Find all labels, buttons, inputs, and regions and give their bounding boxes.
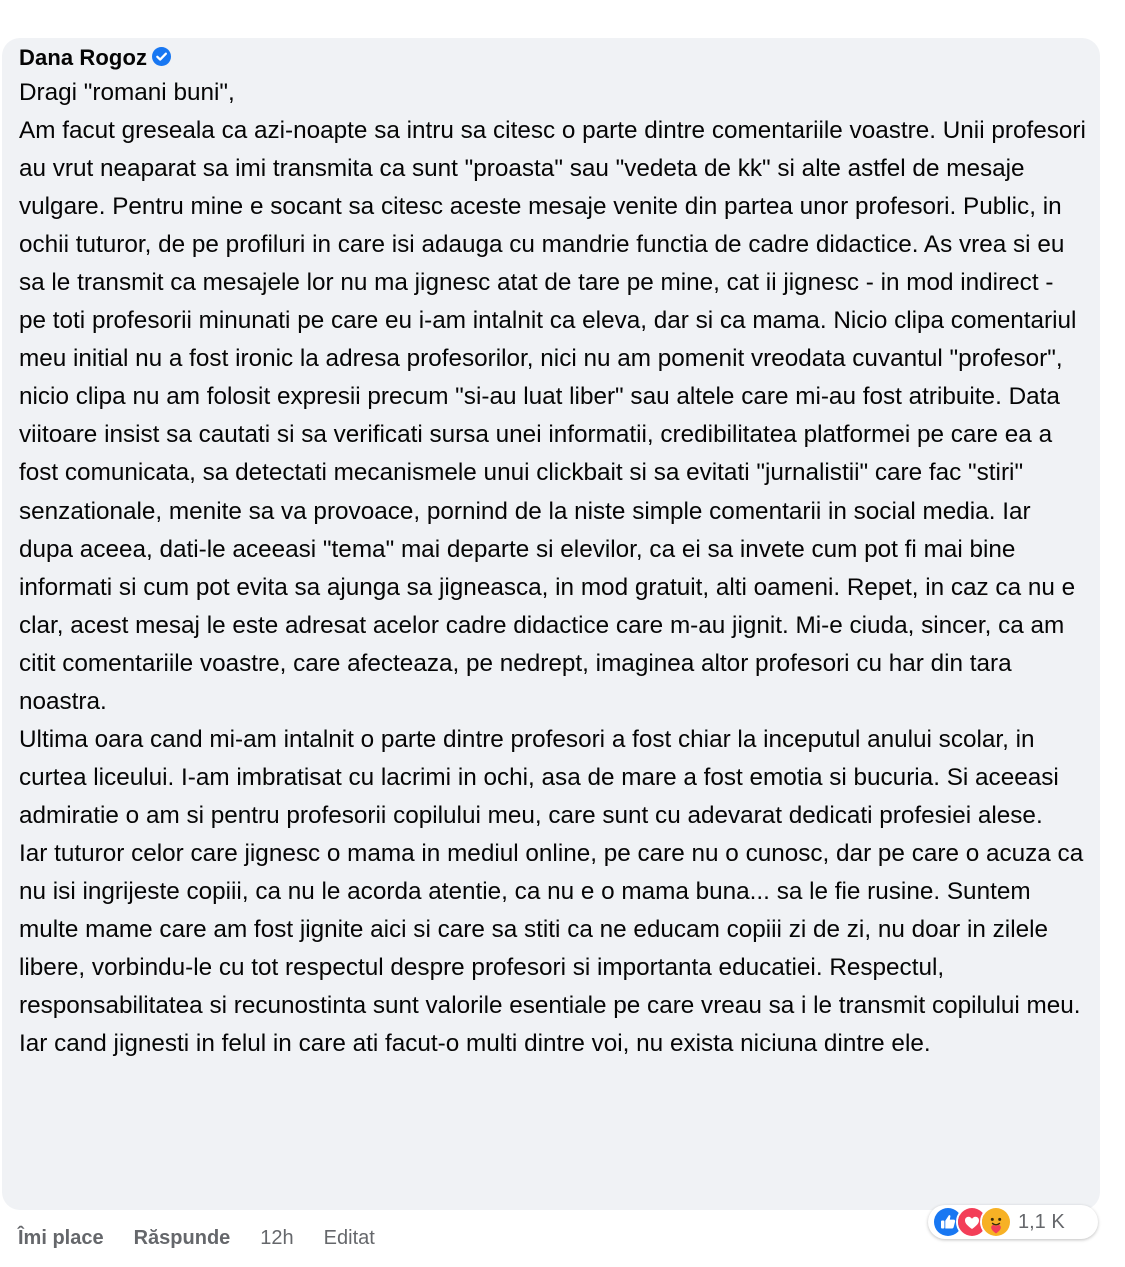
care-reaction-icon bbox=[980, 1206, 1012, 1238]
comment-header bbox=[19, 42, 1086, 74]
comment-actions bbox=[18, 1224, 405, 1252]
verified-badge-icon bbox=[152, 47, 171, 66]
edited-label[interactable]: Editat bbox=[323, 1226, 375, 1249]
comment-timestamp[interactable]: 12h bbox=[260, 1226, 294, 1249]
like-button[interactable]: Îmi place bbox=[18, 1226, 104, 1249]
comment-paragraph: Dragi "romani buni", bbox=[19, 79, 235, 106]
reactions-summary[interactable] bbox=[928, 1205, 1098, 1239]
reactions-count: 1,1 K bbox=[1018, 1210, 1065, 1233]
comment-author-name[interactable]: Dana Rogoz bbox=[19, 45, 148, 70]
comment-paragraph: Iar tuturor celor care jignesc o mama in mediul online, pe care nu o cunosc, dar pe care o acuza ca nu isi ingrijeste copiii, ca nu le acorda atentie, ca nu e o mama buna... sa le fie rusine. Suntem multe mame care am fost jignite aici si care sa stiti ca ne educam copiii zi de zi, nu doar in zilele libere, vorbindu-le cu tot respectul despre profesori si importanta educatiei. Respectul, responsabilitatea si recunostinta sunt valorile esentiale pe care vreau sa i le transmit copilului meu. Iar cand jignesti in felul in care ati facut-o multi dintre voi, nu exista niciuna dintre ele. bbox=[19, 839, 1084, 1058]
comment-bubble bbox=[2, 38, 1100, 1210]
comment-paragraph: Am facut greseala ca azi-noapte sa intru sa citesc o parte dintre comentariile voastre. Unii profesori au vrut neaparat sa imi transmita ca sunt "proasta" sau "vedeta de kk" si alte astfel de mesaje vulgare. Pentru mine e socant sa citesc aceste mesaje venite din partea unor profesori. Public, in ochii tuturor, de pe profiluri in care isi adauga cu mandrie functia de cadre didactice. As vrea si eu sa le transmit ca mesajele lor nu ma jignesc atat de tare pe mine, cat ii jignesc - in mod indirect - pe toti profesorii minunati pe care eu i-am intalnit ca eleva, dar si ca mama. Nicio clipa comentariul meu initial nu a fost ironic la adresa profesorilor, nici nu am pomenit vreodata cuvantul "profesor", nicio clipa nu am folosit expresii precum "si-au luat liber" sau altele care mi-au fost atribuite. Data viitoare insist sa cautati si sa verificati sursa unei informatii, credibilitatea platformei pe care ea a fost comunicata, sa detectati mecanismele unui clickbait si sa evitati "jurnalistii" care fac "stiri" senzationale, menite sa va provoace, pornind de la niste simple comentarii in social media. Iar dupa aceea, dati-le aceeasi "tema" mai departe si elevilor, ca ei sa invete cum pot fi mai bine informati si cum pot evita sa ajunga sa jigneasca, in mod gratuit, alti oameni. Repet, in caz ca nu e clar, acest mesaj le este adresat acelor cadre didactice care m-au jignit. Mi-e ciuda, sincer, ca am citit comentariile voastre, care afecteaza, pe nedrept, imaginea altor profesori cu har din tara noastra. bbox=[19, 117, 1086, 715]
comment-paragraph: Ultima oara cand mi-am intalnit o parte dintre profesori a fost chiar la inceputul anului scolar, in curtea liceului. I-am imbratisat cu lacrimi in ochi, asa de mare a fost emotia si bucuria. Si aceeasi admiratie o am si pentru profesorii copilului meu, care sunt cu adevarat dedicati profesiei alese. bbox=[19, 725, 1059, 829]
reply-button[interactable]: Răspunde bbox=[133, 1226, 231, 1249]
comment-body bbox=[19, 74, 1086, 1063]
